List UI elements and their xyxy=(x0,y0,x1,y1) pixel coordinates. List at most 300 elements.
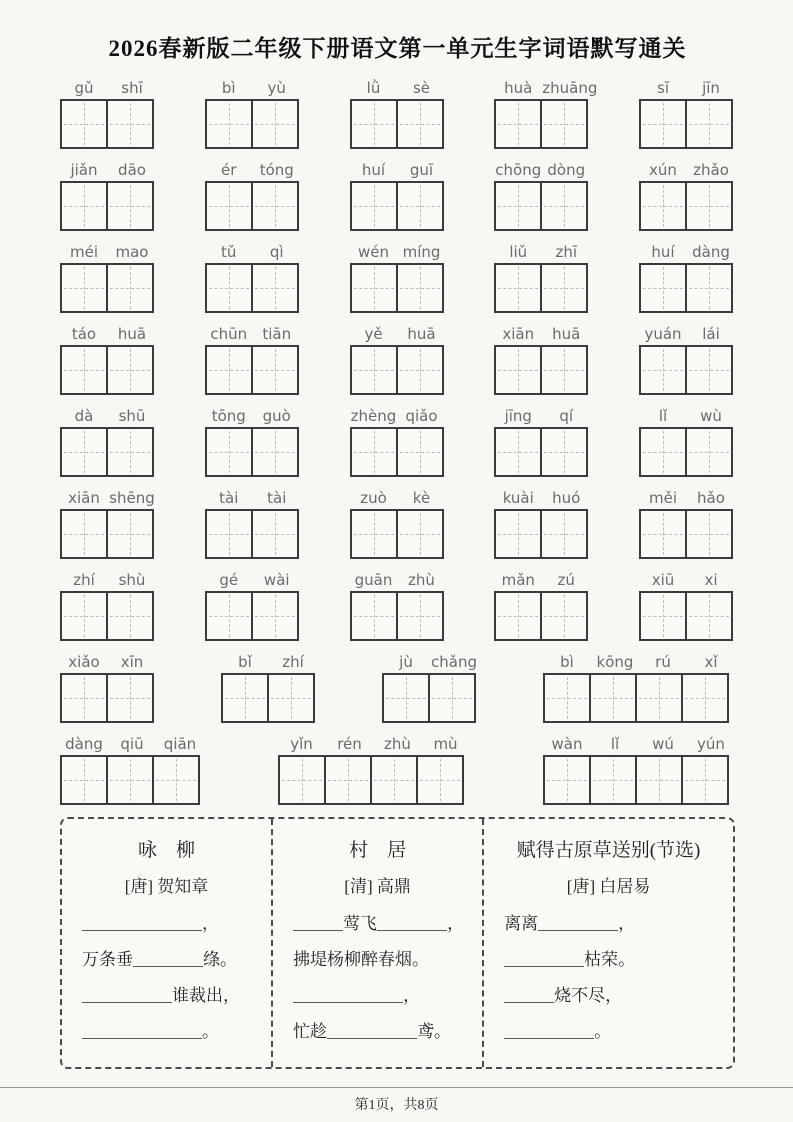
poem-line: 离离 ， xyxy=(504,914,636,933)
writing-box xyxy=(639,345,687,395)
writing-box xyxy=(635,673,683,723)
writing-box xyxy=(540,427,588,477)
writing-box xyxy=(685,345,733,395)
box-line xyxy=(494,345,590,395)
pinyin-label: tōng xyxy=(211,407,246,425)
poem-title: 村 居 xyxy=(349,840,407,861)
writing-box xyxy=(350,427,398,477)
word-group xyxy=(543,653,735,723)
pinyin-label: yún xyxy=(697,735,725,753)
box-line xyxy=(60,263,156,313)
word-group xyxy=(494,407,590,477)
word-group xyxy=(205,407,301,477)
word-group xyxy=(60,79,156,149)
box-line xyxy=(494,591,590,641)
blank-line xyxy=(327,1025,417,1039)
pinyin-label: shēng xyxy=(109,489,155,507)
box-line xyxy=(639,263,735,313)
word-group xyxy=(494,79,598,149)
pinyin-label: táo xyxy=(71,325,97,343)
writing-box xyxy=(540,99,588,149)
pinyin-line xyxy=(350,489,446,509)
poem-line: 万条垂 绦。 xyxy=(82,950,237,969)
blank-line xyxy=(504,953,584,967)
pinyin-label: hǎo xyxy=(697,489,725,507)
pinyin-label: lǜ xyxy=(366,79,381,97)
page-title: 2026春新版二年级下册语文第一单元生字词语默写通关 xyxy=(108,36,687,61)
pinyin-row xyxy=(60,243,735,313)
pinyin-label: mù xyxy=(433,735,458,753)
writing-box xyxy=(251,509,299,559)
pinyin-line xyxy=(205,489,301,509)
box-line xyxy=(543,755,735,805)
word-group xyxy=(639,79,735,149)
footer-divider xyxy=(0,1087,793,1088)
box-line xyxy=(60,345,156,395)
poem-line: ， xyxy=(76,909,257,934)
blank-line xyxy=(538,917,618,931)
pinyin-label: xiān xyxy=(502,325,535,343)
box-line xyxy=(639,591,735,641)
poem-line: 。 xyxy=(76,1017,257,1042)
pinyin-line xyxy=(639,571,735,591)
pinyin-label: tóng xyxy=(259,161,294,179)
pinyin-label: xīn xyxy=(120,653,144,671)
pinyin-line xyxy=(494,79,598,99)
word-group xyxy=(205,489,301,559)
pinyin-label: chōng xyxy=(495,161,542,179)
pinyin-line xyxy=(278,735,470,755)
pinyin-line xyxy=(639,79,735,99)
word-group xyxy=(494,243,590,313)
pinyin-label: rú xyxy=(655,653,671,671)
word-group xyxy=(494,571,590,641)
writing-box xyxy=(205,509,253,559)
pinyin-label: zhí xyxy=(73,571,95,589)
writing-box xyxy=(60,181,108,231)
word-group xyxy=(350,489,446,559)
writing-box xyxy=(681,755,729,805)
pinyin-line xyxy=(350,571,446,591)
pinyin-label: qí xyxy=(559,407,574,425)
word-group xyxy=(205,243,301,313)
pinyin-label: jīng xyxy=(504,407,532,425)
box-line xyxy=(639,181,735,231)
box-line xyxy=(639,99,735,149)
writing-box xyxy=(494,181,542,231)
word-group xyxy=(205,79,301,149)
pinyin-label: huā xyxy=(117,325,147,343)
pinyin-line xyxy=(205,79,301,99)
writing-box xyxy=(685,181,733,231)
pinyin-label: gé xyxy=(219,571,239,589)
poem-line: 谁裁出， xyxy=(76,981,257,1006)
pinyin-label: rén xyxy=(337,735,362,753)
writing-box xyxy=(639,181,687,231)
word-group xyxy=(205,325,301,395)
writing-box xyxy=(540,591,588,641)
writing-box xyxy=(106,673,154,723)
blank-line xyxy=(504,1025,594,1039)
word-group xyxy=(639,161,735,231)
word-group xyxy=(60,161,156,231)
writing-box xyxy=(251,99,299,149)
writing-box xyxy=(205,345,253,395)
pinyin-label: huà xyxy=(504,79,533,97)
box-line xyxy=(639,509,735,559)
pinyin-label: zhǎo xyxy=(693,161,729,179)
writing-box xyxy=(416,755,464,805)
writing-box xyxy=(106,509,154,559)
box-line xyxy=(350,345,446,395)
writing-box xyxy=(543,673,591,723)
word-group xyxy=(60,407,156,477)
pinyin-label: dàng xyxy=(65,735,103,753)
box-line xyxy=(350,509,446,559)
pinyin-label: yuán xyxy=(644,325,682,343)
pinyin-line xyxy=(639,407,735,427)
writing-box xyxy=(639,99,687,149)
writing-box xyxy=(494,99,542,149)
writing-box xyxy=(251,591,299,641)
writing-box xyxy=(681,673,729,723)
writing-box xyxy=(267,673,315,723)
writing-box xyxy=(278,755,326,805)
box-line xyxy=(278,755,470,805)
pinyin-label: měi xyxy=(648,489,677,507)
poem-line: 忙趁 鸢。 xyxy=(293,1022,452,1041)
pinyin-label: wài xyxy=(263,571,290,589)
blank-line xyxy=(82,989,172,1003)
box-line xyxy=(350,99,446,149)
poem-author: [唐] 白居易 xyxy=(566,877,651,896)
writing-box xyxy=(370,755,418,805)
box-line xyxy=(60,591,156,641)
pinyin-label: huí xyxy=(651,243,675,261)
pinyin-line xyxy=(60,653,156,673)
word-group xyxy=(60,489,156,559)
pinyin-label: lǐ xyxy=(610,735,620,753)
pinyin-line xyxy=(60,407,156,427)
box-line xyxy=(350,591,446,641)
pinyin-label: bì xyxy=(221,79,236,97)
pinyin-line xyxy=(60,571,156,591)
writing-box xyxy=(494,263,542,313)
pinyin-line xyxy=(639,161,735,181)
writing-box xyxy=(106,755,154,805)
pinyin-line xyxy=(205,571,301,591)
word-group xyxy=(350,407,446,477)
writing-box xyxy=(205,99,253,149)
writing-box xyxy=(350,181,398,231)
box-line xyxy=(494,99,590,149)
pinyin-label: yǐn xyxy=(290,735,313,753)
pinyin-label: qì xyxy=(269,243,284,261)
pinyin-line xyxy=(639,243,735,263)
pinyin-label: shū xyxy=(118,407,146,425)
writing-box xyxy=(639,591,687,641)
writing-box xyxy=(382,673,430,723)
pinyin-label: chǎng xyxy=(431,653,477,671)
writing-box xyxy=(396,263,444,313)
poem-title: 赋得古原草送别(节选) xyxy=(516,840,701,861)
pinyin-label: yù xyxy=(267,79,286,97)
pinyin-label: tài xyxy=(267,489,287,507)
writing-box xyxy=(543,755,591,805)
pinyin-line xyxy=(494,407,590,427)
pinyin-label: tài xyxy=(219,489,239,507)
box-line xyxy=(350,181,446,231)
writing-box xyxy=(152,755,200,805)
pinyin-row xyxy=(60,161,735,231)
pinyin-label: shù xyxy=(118,571,146,589)
pinyin-label: yě xyxy=(364,325,383,343)
pinyin-label: zhù xyxy=(384,735,411,753)
box-line xyxy=(205,509,301,559)
writing-box xyxy=(685,263,733,313)
pinyin-line xyxy=(350,79,446,99)
pinyin-label: wú xyxy=(652,735,674,753)
pinyin-grid xyxy=(60,79,735,805)
blank-line xyxy=(82,917,202,931)
box-line xyxy=(60,427,156,477)
pinyin-line xyxy=(494,243,590,263)
box-line xyxy=(205,427,301,477)
writing-box xyxy=(685,99,733,149)
writing-box xyxy=(685,591,733,641)
pinyin-line xyxy=(543,735,735,755)
poem-line: 。 xyxy=(498,1017,719,1042)
pinyin-label: liǔ xyxy=(509,243,528,261)
pinyin-label: zú xyxy=(557,571,575,589)
writing-box xyxy=(106,99,154,149)
pinyin-label: lǐ xyxy=(658,407,668,425)
page-footer: 第1页，共8页 xyxy=(354,1098,439,1113)
pinyin-line xyxy=(494,571,590,591)
pinyin-line xyxy=(494,489,590,509)
pinyin-line xyxy=(60,735,204,755)
poem-line: 莺飞 ， xyxy=(287,909,468,934)
pinyin-line xyxy=(639,489,735,509)
writing-box xyxy=(540,263,588,313)
pinyin-label: guò xyxy=(262,407,291,425)
box-line xyxy=(543,673,735,723)
writing-box xyxy=(494,509,542,559)
writing-box xyxy=(396,509,444,559)
writing-box xyxy=(396,345,444,395)
pinyin-line xyxy=(494,325,590,345)
word-group xyxy=(543,735,735,805)
pinyin-label: jù xyxy=(399,653,413,671)
writing-box xyxy=(60,99,108,149)
box-line xyxy=(350,263,446,313)
box-line xyxy=(639,345,735,395)
blank-line xyxy=(377,917,447,931)
word-group xyxy=(278,735,470,805)
pinyin-label: bì xyxy=(560,653,574,671)
writing-box xyxy=(396,181,444,231)
pinyin-label: dāo xyxy=(118,161,146,179)
pinyin-label: xiū xyxy=(651,571,675,589)
pinyin-label: dàng xyxy=(692,243,730,261)
writing-box xyxy=(494,591,542,641)
pinyin-label: dòng xyxy=(547,161,586,179)
writing-box xyxy=(205,427,253,477)
pinyin-line xyxy=(221,653,317,673)
pinyin-label: xún xyxy=(649,161,677,179)
pinyin-label: sè xyxy=(412,79,431,97)
pinyin-row xyxy=(60,735,735,805)
writing-box xyxy=(205,263,253,313)
writing-box xyxy=(639,509,687,559)
pinyin-row xyxy=(60,407,735,477)
blank-line xyxy=(293,917,343,931)
pinyin-line xyxy=(350,243,446,263)
writing-box xyxy=(60,591,108,641)
pinyin-line xyxy=(205,407,301,427)
pinyin-row xyxy=(60,571,735,641)
writing-box xyxy=(396,591,444,641)
writing-box xyxy=(350,509,398,559)
pinyin-label: mǎn xyxy=(501,571,535,589)
blank-line xyxy=(133,953,203,967)
poems-section xyxy=(60,817,735,1069)
pinyin-row xyxy=(60,653,735,723)
pinyin-label: chūn xyxy=(210,325,248,343)
poem-title: 咏 柳 xyxy=(138,840,196,861)
writing-box xyxy=(685,509,733,559)
pinyin-label: qiǎo xyxy=(405,407,438,425)
writing-box xyxy=(60,673,108,723)
writing-box xyxy=(60,509,108,559)
word-group xyxy=(639,489,735,559)
writing-box xyxy=(251,263,299,313)
pinyin-row xyxy=(60,79,735,149)
pinyin-label: huā xyxy=(407,325,436,343)
box-line xyxy=(205,345,301,395)
writing-box xyxy=(350,345,398,395)
pinyin-label: jīn xyxy=(702,79,720,97)
writing-box xyxy=(639,263,687,313)
word-group xyxy=(221,653,317,723)
writing-box xyxy=(635,755,683,805)
word-group xyxy=(350,161,446,231)
word-group xyxy=(494,161,590,231)
word-group xyxy=(350,243,446,313)
word-group xyxy=(350,571,446,641)
pinyin-label: kè xyxy=(412,489,431,507)
pinyin-line xyxy=(543,653,735,673)
writing-box xyxy=(106,345,154,395)
poem-author: [清] 高鼎 xyxy=(344,877,411,896)
word-group xyxy=(639,325,735,395)
writing-box xyxy=(205,181,253,231)
box-line xyxy=(382,673,478,723)
writing-box xyxy=(205,591,253,641)
writing-box xyxy=(540,345,588,395)
pinyin-label: huí xyxy=(361,161,386,179)
word-group xyxy=(494,489,590,559)
pinyin-label: wàn xyxy=(551,735,583,753)
poem-column xyxy=(62,819,271,1067)
poem-line: 烧不尽， xyxy=(498,981,719,1006)
pinyin-line xyxy=(205,161,301,181)
writing-box xyxy=(251,181,299,231)
pinyin-row xyxy=(60,489,735,559)
pinyin-label: wù xyxy=(700,407,722,425)
pinyin-line xyxy=(60,243,156,263)
pinyin-label: xǐ xyxy=(704,653,718,671)
writing-box xyxy=(396,99,444,149)
writing-box xyxy=(685,427,733,477)
pinyin-label: huó xyxy=(552,489,581,507)
pinyin-label: xiān xyxy=(68,489,100,507)
writing-box xyxy=(350,591,398,641)
word-group xyxy=(60,653,156,723)
writing-box xyxy=(106,263,154,313)
pinyin-line xyxy=(639,325,735,345)
writing-box xyxy=(60,345,108,395)
box-line xyxy=(60,99,156,149)
writing-box xyxy=(60,263,108,313)
pinyin-label: méi xyxy=(69,243,98,261)
pinyin-label: bǐ xyxy=(238,653,252,671)
writing-box xyxy=(589,673,637,723)
box-line xyxy=(494,509,590,559)
word-group xyxy=(350,325,446,395)
word-group xyxy=(639,571,735,641)
pinyin-label: qiān xyxy=(163,735,197,753)
box-line xyxy=(205,591,301,641)
box-line xyxy=(205,99,301,149)
pinyin-line xyxy=(60,161,156,181)
poem-author: [唐] 贺知章 xyxy=(124,877,209,896)
pinyin-label: zhī xyxy=(555,243,578,261)
writing-box xyxy=(60,427,108,477)
word-group xyxy=(639,407,735,477)
poem-line: 枯荣。 xyxy=(498,945,719,970)
writing-box xyxy=(350,99,398,149)
pinyin-label: qiū xyxy=(120,735,144,753)
word-group xyxy=(60,243,156,313)
pinyin-line xyxy=(494,161,590,181)
pinyin-label: wén xyxy=(357,243,389,261)
pinyin-row xyxy=(60,325,735,395)
pinyin-label: mao xyxy=(115,243,149,261)
pinyin-label: tiān xyxy=(262,325,292,343)
box-line xyxy=(494,263,590,313)
pinyin-label: jiǎn xyxy=(70,161,98,179)
writing-box xyxy=(106,591,154,641)
pinyin-label: ér xyxy=(221,161,237,179)
writing-box xyxy=(540,181,588,231)
pinyin-label: xiǎo xyxy=(68,653,100,671)
pinyin-line xyxy=(205,243,301,263)
word-group xyxy=(60,571,156,641)
writing-box xyxy=(221,673,269,723)
pinyin-line xyxy=(60,79,156,99)
writing-box xyxy=(251,427,299,477)
pinyin-label: kuài xyxy=(502,489,534,507)
pinyin-line xyxy=(205,325,301,345)
pinyin-label: shī xyxy=(121,79,143,97)
pinyin-line xyxy=(350,325,446,345)
word-group xyxy=(60,325,156,395)
writing-box xyxy=(396,427,444,477)
pinyin-label: dà xyxy=(74,407,94,425)
pinyin-label: guī xyxy=(409,161,434,179)
pinyin-line xyxy=(350,161,446,181)
